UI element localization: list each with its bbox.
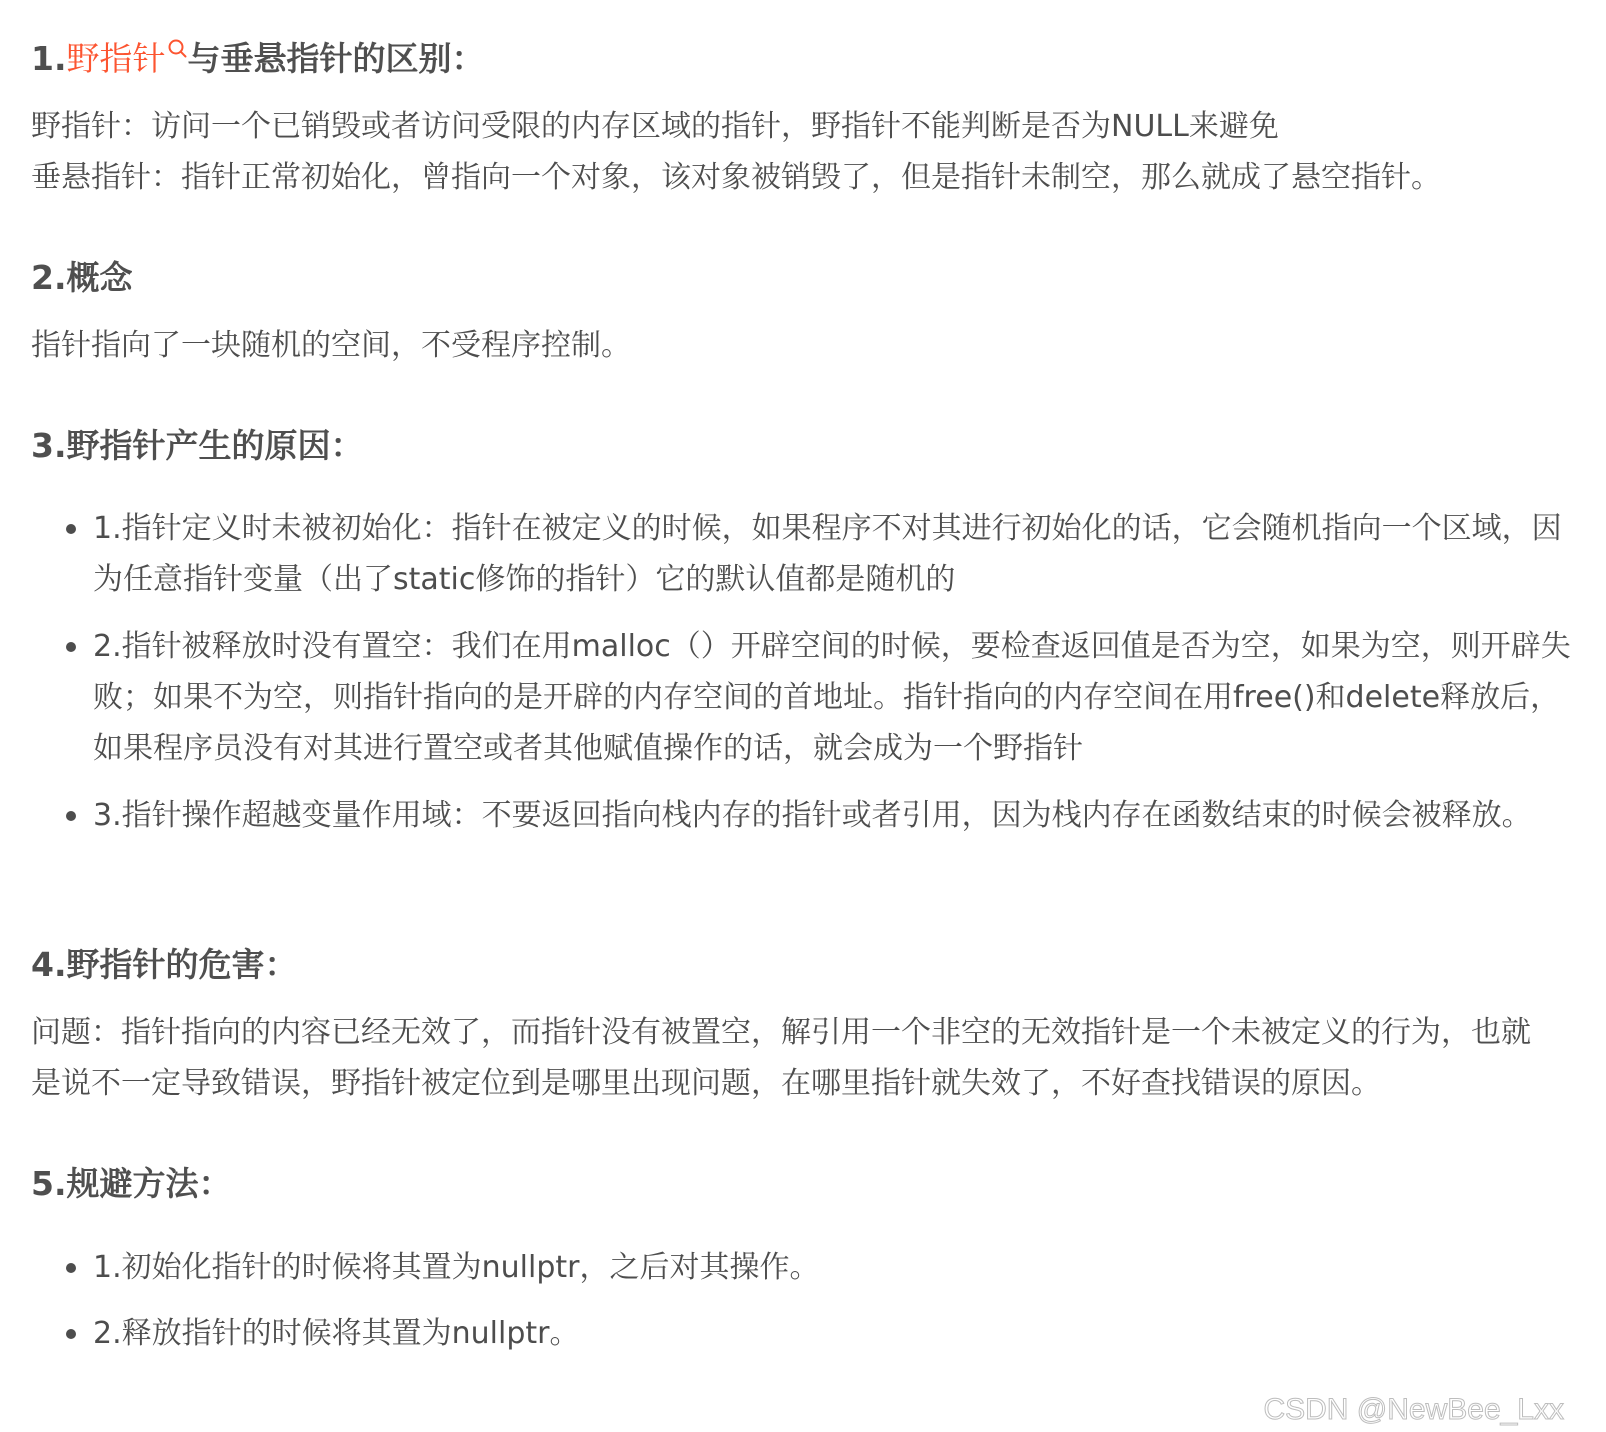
list-item bbox=[31, 1242, 1571, 1293]
bullet-icon bbox=[66, 1329, 76, 1339]
bullet-icon bbox=[66, 811, 76, 821]
section-1-body bbox=[31, 101, 1571, 203]
section-4-body: 问题：指针指向的内容已经无效了，而指针没有被置空，解引用一个非空的无效指针是一个未被定义的行为，也就是说不一定导致错误，野指针被定位到是哪里出现问题，在哪里指针就失效了，不好查找错误的原因。 bbox=[31, 1015, 1531, 1101]
list-item-text: 3.指针操作超越变量作用域：不要返回指向栈内存的指针或者引用，因为栈内存在函数结束的时候会被释放。 bbox=[93, 798, 1532, 833]
heading-rest: 与垂悬指针的区别： bbox=[187, 39, 485, 78]
section-2-body: 指针指向了一块随机的空间，不受程序控制。 bbox=[31, 328, 631, 363]
section-heading-1 bbox=[31, 36, 485, 82]
list-item-text: 2.释放指针的时候将其置为nullptr。 bbox=[93, 1316, 580, 1351]
causes-list bbox=[31, 503, 1571, 857]
list-item bbox=[31, 1308, 1571, 1359]
list-item-text: 2.指针被释放时没有置空：我们在用malloc（）开辟空间的时候，要检查返回值是否为空，如果为空，则开辟失败；如果不为空，则指针指向的是开辟的内存空间的首地址。指针指向的内存空间在用free()和delete释放后，如果程序员没有对其进行置空或者其他赋值操作的话，就会成为一个野指针 bbox=[93, 629, 1571, 766]
watermark: CSDN @NewBee_Lxx bbox=[1263, 1393, 1564, 1426]
section-heading-4: 4.野指针的危害： bbox=[31, 945, 298, 984]
wild-pointer-definition: 野指针：访问一个已销毁或者访问受限的内存区域的指针，野指针不能判断是否为NULL来避免 bbox=[31, 109, 1279, 144]
section-heading-2: 2.概念 bbox=[31, 258, 133, 297]
bullet-icon bbox=[66, 642, 76, 652]
avoidance-list bbox=[31, 1242, 1571, 1374]
dangling-pointer-definition: 垂悬指针：指针正常初始化，曾指向一个对象，该对象被销毁了，但是指针未制空，那么就成了悬空指针。 bbox=[31, 160, 1441, 195]
list-item-text: 1.初始化指针的时候将其置为nullptr，之后对其操作。 bbox=[93, 1250, 820, 1285]
bullet-icon bbox=[66, 524, 76, 534]
section-heading-5: 5.规避方法： bbox=[31, 1164, 232, 1203]
list-item bbox=[31, 621, 1571, 774]
heading-prefix: 1. bbox=[31, 39, 67, 78]
search-icon[interactable] bbox=[166, 32, 188, 60]
section-heading-3: 3.野指针产生的原因： bbox=[31, 426, 364, 465]
bullet-icon bbox=[66, 1263, 76, 1273]
keyword-link[interactable]: 野指针 bbox=[66, 39, 166, 78]
list-item bbox=[31, 790, 1571, 841]
list-item bbox=[31, 503, 1571, 605]
list-item-text: 1.指针定义时未被初始化：指针在被定义的时候，如果程序不对其进行初始化的话，它会随机指向一个区域，因为任意指针变量（出了static修饰的指针）它的默认值都是随机的 bbox=[93, 511, 1562, 597]
